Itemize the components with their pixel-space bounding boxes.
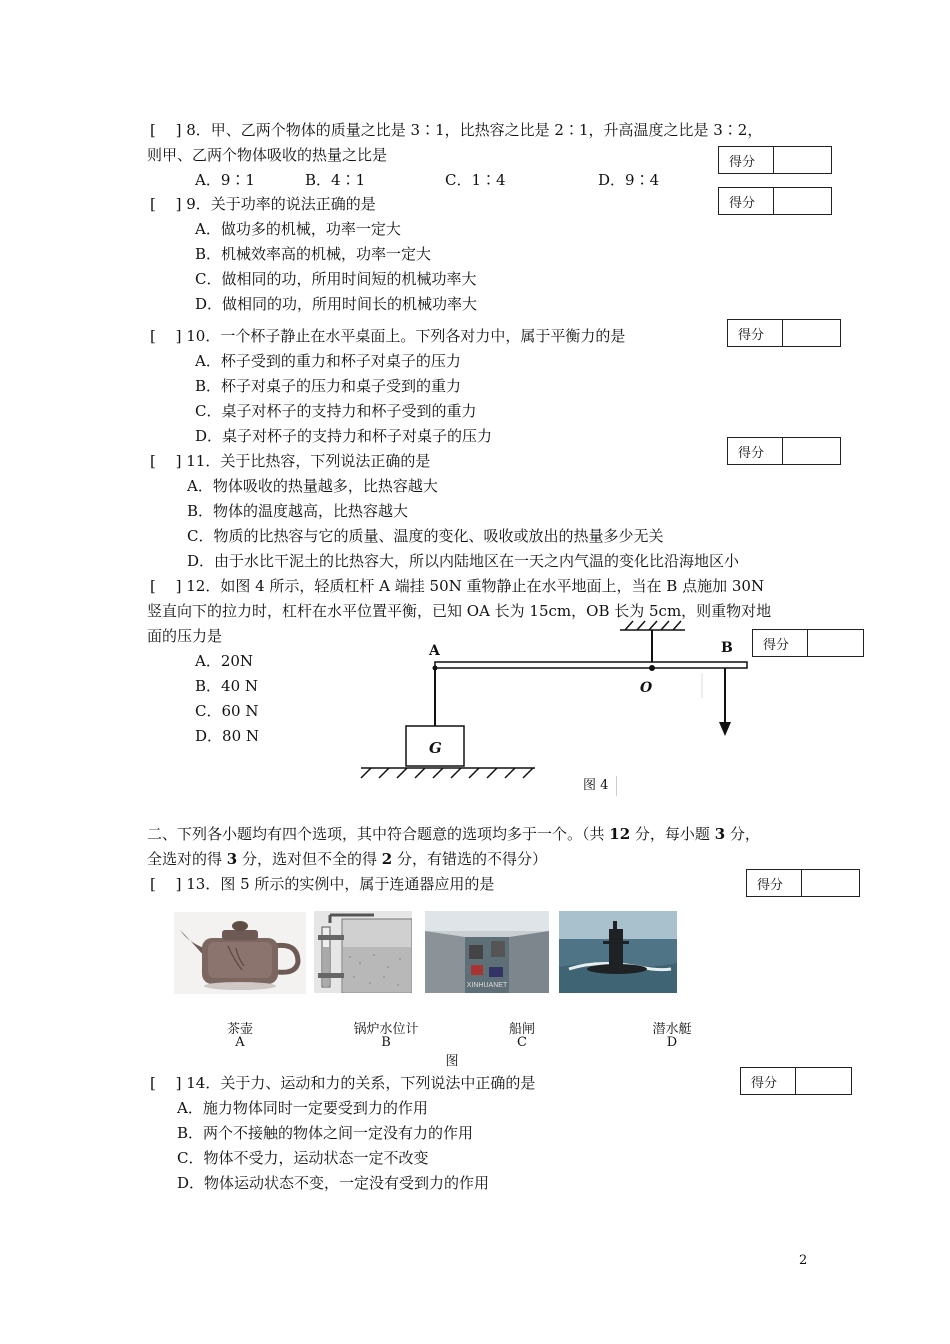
ceiling	[620, 621, 685, 630]
ground	[361, 768, 535, 778]
q10-option-b: B．杯子对桌子的压力和桌子受到的重力	[195, 377, 462, 395]
lever-label-b: B	[721, 640, 733, 656]
score-label: 得分	[753, 630, 808, 656]
q10-stem: [ ] 10．一个杯子静止在水平桌面上。下列各对力中，属于平衡力的是	[150, 327, 626, 345]
score-input[interactable]	[774, 147, 831, 173]
q13-item-b-name: 锅炉水位计	[353, 1022, 419, 1037]
score-label: 得分	[728, 320, 783, 346]
score-box-q14[interactable]	[740, 1067, 852, 1095]
score-label: 得分	[741, 1068, 796, 1094]
q10-option-d: D．桌子对杯子的支持力和杯子对桌子的压力	[195, 427, 493, 445]
q10-option-a: A．杯子受到的重力和杯子对桌子的压力	[195, 352, 461, 370]
section2-line1: 二、下列各小题均有四个选项，其中符合题意的选项均多于一个。（共 12 分，每小题 3 分，	[147, 825, 760, 843]
score-input[interactable]	[808, 630, 863, 656]
q8-option-d: D．9∶4	[598, 171, 660, 189]
q14-stem: [ ] 14．关于力、运动和力的关系，下列说法中正确的是	[150, 1074, 536, 1092]
figure-4-caption: 图 4	[583, 776, 617, 796]
q14-option-b: B．两个不接触的物体之间一定没有力的作用	[177, 1124, 474, 1142]
q9-option-a: A．做功多的机械，功率一定大	[195, 220, 401, 238]
q12-option-a: A．20N	[195, 652, 254, 670]
score-label: 得分	[728, 438, 783, 464]
q8-option-b: B．4∶1	[305, 171, 366, 189]
lever-bar	[435, 662, 747, 668]
q13-item-c-letter: C	[517, 1035, 527, 1050]
page-number: 2	[799, 1253, 808, 1268]
q8-stem-line2: 则甲、乙两个物体吸收的热量之比是	[147, 146, 388, 164]
score-box-q13[interactable]	[746, 869, 860, 897]
q13-item-a-letter: A	[235, 1035, 245, 1050]
score-input[interactable]	[796, 1068, 851, 1094]
q13-item-b-letter: B	[381, 1035, 391, 1050]
boiler-gauge-image	[314, 911, 412, 993]
score-box-q12[interactable]	[752, 629, 864, 657]
q13-item-c-name: 船闸	[508, 1022, 535, 1037]
q14-option-a: A．施力物体同时一定要受到力的作用	[177, 1099, 428, 1117]
q11-option-a: A．物体吸收的热量越多，比热容越大	[187, 477, 438, 495]
section2-line2: 全选对的得 3 分，选对但不全的得 2 分，有错选的不得分）	[147, 850, 547, 868]
q12-stem-line3: 面的压力是	[147, 627, 223, 645]
q12-stem-line1: [ ] 12．如图 4 所示，轻质杠杆 A 端挂 50N 重物静止在水平地面上，当在 B 点施加 30N	[150, 577, 765, 595]
q12-option-c: C．60 N	[195, 702, 259, 720]
lever-label-a: A	[429, 643, 440, 659]
q11-option-d: D．由于水比干泥土的比热容大，所以内陆地区在一天之内气温的变化比沿海地区小	[187, 552, 740, 570]
force-arrow-head	[719, 722, 731, 736]
q13-item-d-letter: D	[666, 1035, 678, 1050]
q12-option-d: D．80 N	[195, 727, 260, 745]
q12-option-b: B．40 N	[195, 677, 259, 695]
score-input[interactable]	[774, 188, 831, 214]
score-box-q10[interactable]	[727, 319, 841, 347]
q10-option-c: C．桌子对杯子的支持力和杯子受到的重力	[195, 402, 477, 420]
lever-figure	[355, 618, 755, 808]
lever-label-o: O	[640, 680, 653, 696]
q8-option-c: C．1∶4	[445, 171, 506, 189]
score-box-q8[interactable]	[718, 146, 832, 174]
q11-option-c: C．物质的比热容与它的质量、温度的变化、吸收或放出的热量多少无关	[187, 527, 664, 545]
q14-option-d: D．物体运动状态不变，一定没有受到力的作用	[177, 1174, 490, 1192]
q11-option-b: B．物体的温度越高，比热容越大	[187, 502, 409, 520]
score-label: 得分	[719, 188, 774, 214]
score-box-q9[interactable]	[718, 187, 832, 215]
q13-item-a-name: 茶壶	[226, 1022, 253, 1037]
lever-label-g: G	[429, 739, 442, 757]
score-input[interactable]	[802, 870, 859, 896]
xinhuanet-watermark: XINHUANET	[466, 982, 508, 989]
q12-stem-line2: 竖直向下的拉力时，杠杆在水平位置平衡，已知 OA 长为 15cm，OB 长为 5cm，则重物对地	[147, 602, 772, 620]
q14-option-c: C．物体不受力，运动状态一定不改变	[177, 1149, 429, 1167]
q8-option-a: A．9∶1	[195, 171, 255, 189]
score-box-q11[interactable]	[727, 437, 841, 465]
figure-5-caption: 图	[445, 1054, 459, 1069]
q11-stem: [ ] 11．关于比热容，下列说法正确的是	[150, 452, 431, 470]
q9-stem: [ ] 9．关于功率的说法正确的是	[150, 195, 376, 213]
score-input[interactable]	[783, 438, 840, 464]
q13-stem: [ ] 13．图 5 所示的实例中，属于连通器应用的是	[150, 875, 495, 893]
score-label: 得分	[747, 870, 802, 896]
pivot-point	[649, 665, 655, 671]
q8-stem-line1: [ ] 8．甲、乙两个物体的质量之比是 3∶1，比热容之比是 2∶1，升高温度之比是 3∶2，	[150, 121, 763, 139]
ship-lock-image	[425, 911, 549, 993]
teapot-image	[174, 912, 306, 994]
q9-option-b: B．机械效率高的机械，功率一定大	[195, 245, 432, 263]
q13-item-d-name: 潜水艇	[652, 1022, 692, 1037]
q9-option-d: D．做相同的功，所用时间长的机械功率大	[195, 295, 478, 313]
score-input[interactable]	[783, 320, 840, 346]
q9-option-c: C．做相同的功，所用时间短的机械功率大	[195, 270, 477, 288]
submarine-image	[559, 911, 677, 993]
score-label: 得分	[719, 147, 774, 173]
